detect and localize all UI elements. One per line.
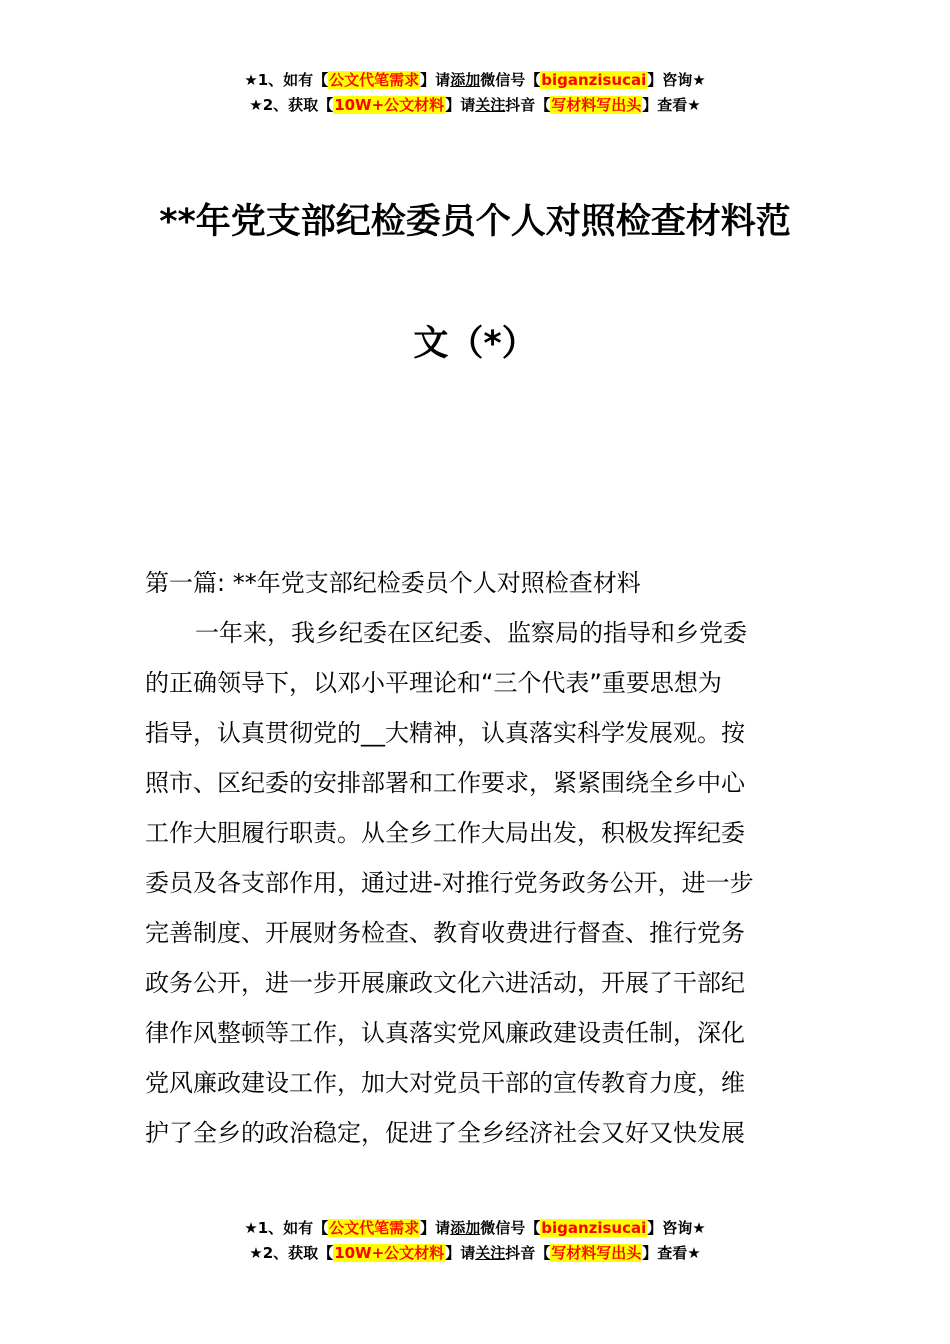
paragraph-line: 一年来，我乡纪委在区纪委、监察局的指导和乡党委 xyxy=(195,619,747,647)
paragraph-line: 工作大胆履行职责。从全乡工作大局出发，积极发挥纪委 xyxy=(145,819,745,847)
paragraph-line: 护了全乡的政治稳定，促进了全乡经济社会又好又快发展 xyxy=(145,1119,745,1147)
header-banner xyxy=(0,68,950,118)
highlight-service: 公文代笔需求 xyxy=(329,1219,420,1237)
document-title-line-2: 文（*） xyxy=(413,324,537,364)
highlight-wechat-id: biganzisucai xyxy=(541,1219,647,1237)
paragraph-line: 完善制度、开展财务检查、教育收费进行督查、推行党务 xyxy=(145,919,745,947)
highlight-douyin: 写材料写出头 xyxy=(551,96,642,114)
paragraph-line: 党风廉政建设工作，加大对党员干部的宣传教育力度，维 xyxy=(145,1069,745,1097)
paragraph-line: 照市、区纪委的安排部署和工作要求，紧紧围绕全乡中心 xyxy=(145,769,745,797)
highlight-materials: 10W+公文材料 xyxy=(334,96,445,114)
banner-line-1: ★1、如有【公文代笔需求】请添加微信号【biganzisucai】咨询★ xyxy=(244,1219,706,1237)
banner-line-2: ★2、获取【10W+公文材料】请关注抖音【写材料写出头】查看★ xyxy=(249,96,701,114)
paragraph-line: 指导，认真贯彻党的__大精神，认真落实科学发展观。按 xyxy=(145,719,745,747)
section-heading: 第一篇: **年党支部纪检委员个人对照检查材料 xyxy=(145,569,641,597)
highlight-materials: 10W+公文材料 xyxy=(334,1244,445,1262)
paragraph-line: 政务公开，进一步开展廉政文化六进活动，开展了干部纪 xyxy=(145,969,745,997)
paragraph-line: 律作风整顿等工作，认真落实党风廉政建设责任制，深化 xyxy=(145,1019,745,1047)
paragraph-line: 的正确领导下，以邓小平理论和“三个代表”重要思想为 xyxy=(145,669,722,697)
footer-banner xyxy=(0,1216,950,1266)
document-title-line-1: **年党支部纪检委员个人对照检查材料范 xyxy=(159,202,791,242)
paragraph-line: 委员及各支部作用，通过进-对推行党务政务公开，进一步 xyxy=(145,869,754,897)
banner-line-1: ★1、如有【公文代笔需求】请添加微信号【biganzisucai】咨询★ xyxy=(244,71,706,89)
highlight-douyin: 写材料写出头 xyxy=(551,1244,642,1262)
banner-line-2: ★2、获取【10W+公文材料】请关注抖音【写材料写出头】查看★ xyxy=(249,1244,701,1262)
highlight-service: 公文代笔需求 xyxy=(329,71,420,89)
highlight-wechat-id: biganzisucai xyxy=(541,71,647,89)
body-paragraph xyxy=(145,608,810,1158)
